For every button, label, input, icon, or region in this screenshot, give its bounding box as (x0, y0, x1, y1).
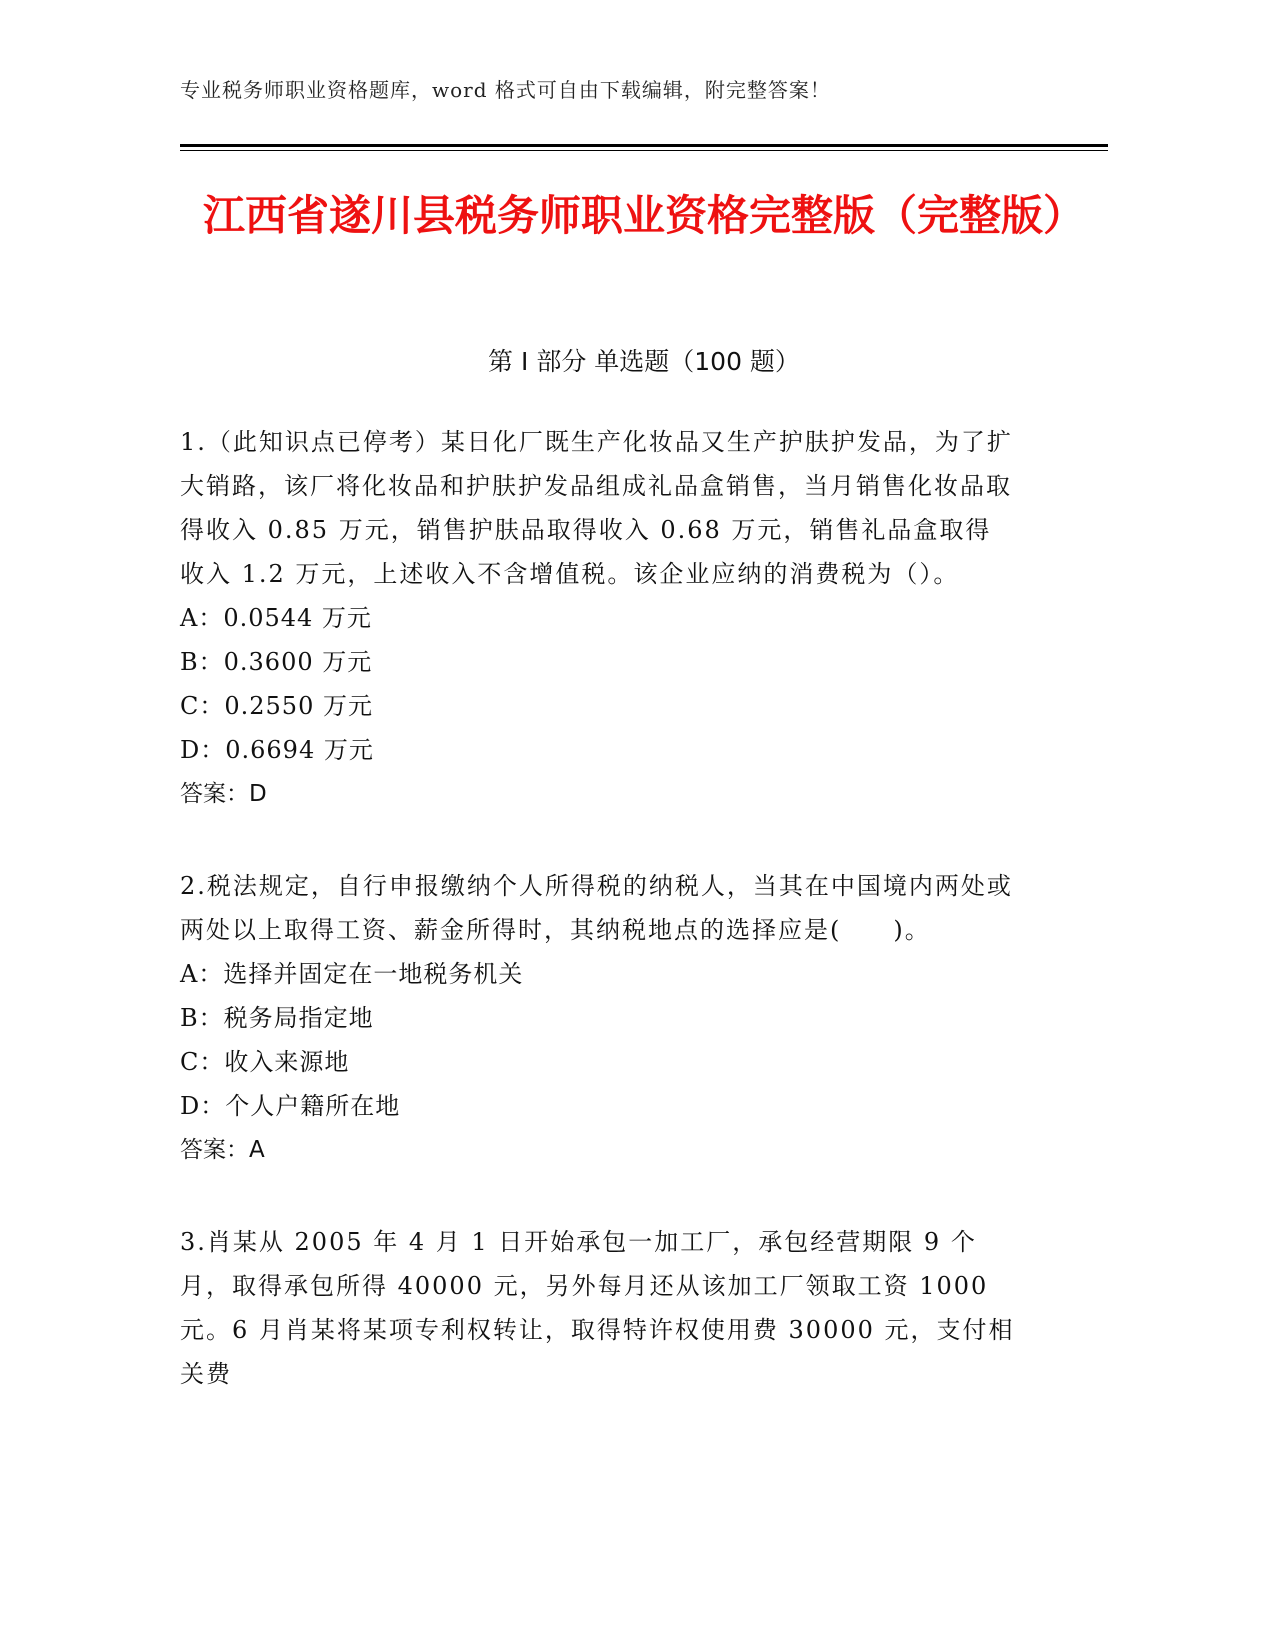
question-1 (180, 420, 1015, 816)
section-title: 第 I 部分 单选题（100 题） (488, 347, 800, 376)
option-d: D：个人户籍所在地 (180, 1092, 401, 1120)
option-a: A：0.0544 万元 (180, 604, 372, 632)
answer-line: 答案：A (180, 1137, 265, 1163)
question-stem: 3.肖某从 2005 年 4 月 1 日开始承包一加工厂，承包经营期限 9 个月，取得承包所得 40000 元，另外每月还从该加工厂领取工资 1000 元。6 月肖某将某项专利权转让，取得特许权使用费 30000 元，支付相关费 (180, 1228, 1015, 1388)
option-c: C：0.2550 万元 (180, 692, 373, 720)
question-list (180, 420, 1015, 1444)
answer-line: 答案：D (180, 781, 267, 807)
header-note: 专业税务师职业资格题库，word 格式可自由下载编辑，附完整答案！ (180, 78, 831, 102)
header-rule-thin (180, 150, 1108, 151)
document-title: 江西省遂川县税务师职业资格完整版（完整版） (202, 191, 1085, 240)
option-d: D：0.6694 万元 (180, 736, 374, 764)
option-c: C：收入来源地 (180, 1048, 350, 1076)
question-2 (180, 864, 1015, 1172)
header-rule-thick (180, 144, 1108, 147)
option-b: B：0.3600 万元 (180, 648, 373, 676)
option-b: B：税务局指定地 (180, 1004, 374, 1032)
question-stem: 1.（此知识点已停考）某日化厂既生产化妆品又生产护肤护发品，为了扩大销路，该厂将化妆品和护肤护发品组成礼品盒销售，当月销售化妆品取得收入 0.85 万元，销售护肤品取得收入 0.68 万元，销售礼品盒取得收入 1.2 万元，上述收入不含增值税。该企业应纳的消费税为（）。 (180, 428, 1013, 588)
option-a: A：选择并固定在一地税务机关 (180, 960, 524, 988)
question-3 (180, 1220, 1015, 1396)
question-stem: 2.税法规定，自行申报缴纳个人所得税的纳税人，当其在中国境内两处或两处以上取得工资、薪金所得时，其纳税地点的选择应是( )。 (180, 872, 1013, 944)
